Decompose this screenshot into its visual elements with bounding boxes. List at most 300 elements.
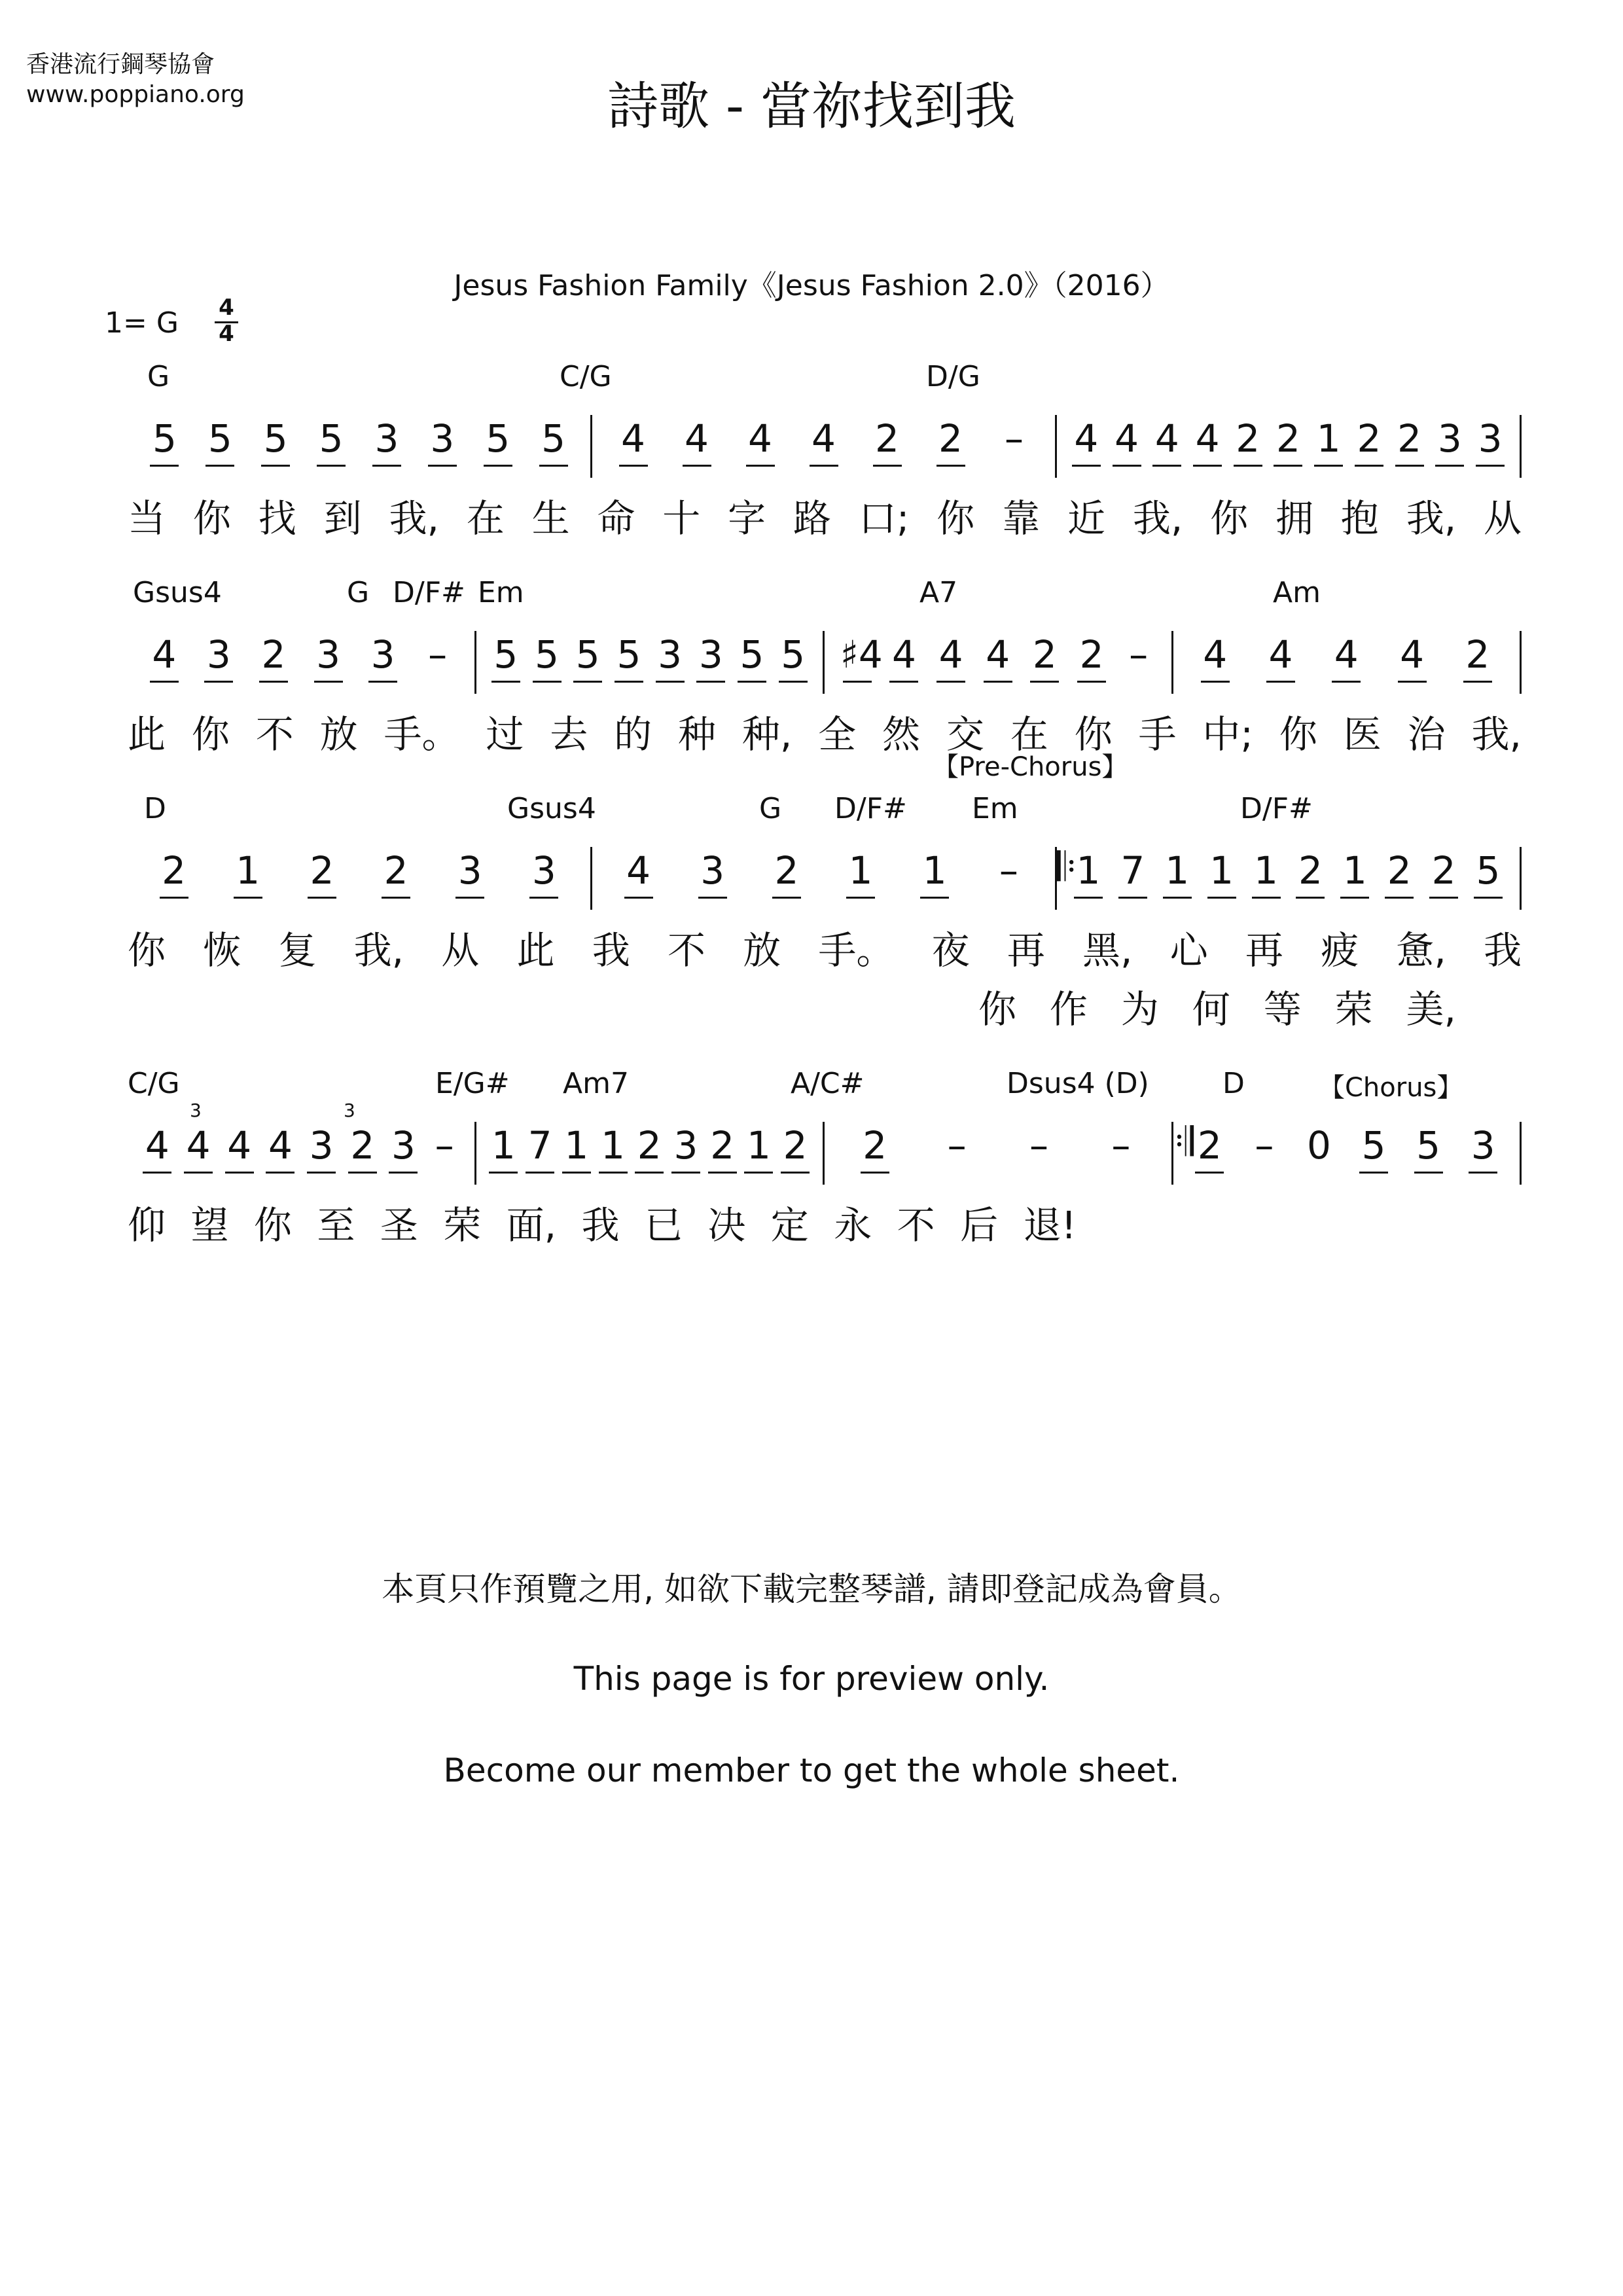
note-value: 2 — [350, 1123, 375, 1168]
note-row — [128, 1119, 1522, 1204]
note-value: 1 — [1316, 416, 1341, 461]
chord-symbol: D/F# — [393, 576, 465, 609]
note — [1271, 412, 1305, 465]
note-row — [128, 628, 1522, 713]
chord-row — [128, 1067, 1522, 1106]
note-value: 2 — [875, 416, 899, 461]
note — [370, 412, 404, 465]
lyric-char: 不 — [897, 1203, 935, 1247]
note — [203, 412, 237, 465]
lyric-char: 的 — [614, 712, 652, 757]
notice-en-1: This page is for preview only. — [573, 1660, 1050, 1698]
note-value: 4 — [1400, 632, 1424, 677]
lyric-char: 退! — [1023, 1203, 1077, 1247]
note — [981, 628, 1015, 681]
note — [1293, 844, 1327, 897]
note — [612, 628, 646, 681]
note-value: 5 — [575, 632, 600, 677]
lyric-char: 在 — [466, 496, 505, 541]
lyric-char: 当 — [128, 496, 166, 541]
lyric-char: 你 — [1279, 712, 1317, 757]
note-value: 3 — [206, 632, 231, 677]
note-value: 5 — [535, 632, 559, 677]
chord-row — [128, 576, 1522, 615]
note — [537, 412, 571, 465]
lyric-char: 我 — [581, 1203, 620, 1247]
note-value: 2 — [1465, 632, 1490, 677]
note-value: 5 — [493, 632, 518, 677]
lyric-char: 你 — [192, 496, 231, 541]
song-subtitle: Jesus Fashion Family《Jesus Fashion 2.0》（2016） — [454, 269, 1169, 302]
lyric-char: 治 — [1407, 712, 1446, 757]
chord-symbol: G — [147, 360, 170, 393]
note — [140, 1119, 174, 1172]
chord-symbol: G — [759, 792, 782, 825]
note-value: 4 — [1074, 416, 1099, 461]
note-value: 1 — [848, 848, 873, 893]
lyric-char: 疲 — [1321, 928, 1359, 973]
note — [263, 1119, 297, 1172]
note — [1150, 412, 1184, 465]
note-value: 2 — [1197, 1123, 1222, 1168]
lyric-char: 至 — [317, 1203, 355, 1247]
note-value: 4 — [152, 632, 177, 677]
note-value: 3 — [391, 1123, 416, 1168]
note-value: 5 — [616, 632, 641, 677]
note — [680, 412, 714, 465]
note-value: 4 — [621, 416, 645, 461]
lyric-char: 望 — [190, 1203, 229, 1247]
note — [696, 844, 730, 897]
note-value: 5 — [152, 416, 177, 461]
note-value: 3 — [1437, 416, 1462, 461]
note-value: 2 — [261, 632, 286, 677]
note — [858, 1119, 892, 1172]
note — [366, 628, 400, 681]
note — [259, 412, 293, 465]
note — [770, 844, 804, 897]
note-value: 2 — [1276, 416, 1300, 461]
note — [421, 628, 455, 681]
note — [596, 1119, 630, 1172]
note-value: 1 — [1209, 848, 1234, 893]
note — [1461, 628, 1495, 681]
lyric-char: 去 — [550, 712, 588, 757]
org-url[interactable]: www.poppiano.org — [26, 81, 245, 108]
lyrics-row-2 — [978, 978, 1456, 1033]
note-value: 2 — [783, 1123, 808, 1168]
note — [741, 1119, 776, 1172]
note — [147, 412, 181, 465]
lyric-char: 你 — [936, 496, 975, 541]
lyric-char: 种 — [678, 712, 717, 757]
note-value: 4 — [892, 632, 916, 677]
note — [453, 844, 487, 897]
note-value: 5 — [781, 632, 806, 677]
key-signature: 1= G — [105, 306, 179, 340]
lyric-char: 字 — [728, 496, 766, 541]
note-value: 5 — [486, 416, 510, 461]
lyric-char: 心 — [1169, 928, 1208, 973]
note — [486, 1119, 520, 1172]
note-value: 7 — [527, 1123, 552, 1168]
lyric-char: 拥 — [1275, 496, 1313, 541]
note-value: 4 — [938, 632, 963, 677]
note — [1357, 1119, 1391, 1172]
note — [1249, 844, 1283, 897]
note — [887, 628, 921, 681]
note-value: 3 — [698, 632, 723, 677]
note-value: 2 — [863, 1123, 887, 1168]
measure — [1057, 844, 1520, 910]
note-value: 5 — [207, 416, 232, 461]
lyric-char: 黑, — [1082, 928, 1133, 973]
note-value: 3 — [370, 632, 395, 677]
note — [778, 1119, 812, 1172]
note — [1075, 628, 1109, 681]
lyric-char: 生 — [531, 496, 570, 541]
note-value: 4 — [1268, 632, 1293, 677]
note-value: 5 — [740, 632, 764, 677]
note — [934, 628, 968, 681]
note — [735, 628, 769, 681]
lyric-char: 在 — [1010, 712, 1048, 757]
lyric-char: 医 — [1343, 712, 1382, 757]
note — [870, 412, 904, 465]
chord-symbol: C/G — [560, 360, 612, 393]
note-value: 4 — [268, 1123, 293, 1168]
lyric-char: 你 — [128, 928, 166, 973]
measure — [1173, 1119, 1520, 1185]
note — [530, 628, 564, 681]
note-value: – — [1029, 1123, 1048, 1168]
measure — [1057, 412, 1520, 478]
repeat-start-sign: 𝄆 — [1057, 844, 1077, 890]
lyric-char: 我, — [1406, 496, 1457, 541]
note — [427, 1119, 461, 1172]
note-value: 4 — [1203, 632, 1228, 677]
note — [386, 1119, 420, 1172]
note — [379, 844, 413, 897]
note — [997, 412, 1031, 465]
lyrics-row — [128, 920, 1522, 975]
note-value: – — [1255, 1123, 1274, 1168]
note-value: 3 — [1478, 416, 1503, 461]
lyric-char: 何 — [1192, 987, 1230, 1031]
note-value: 1 — [601, 1123, 625, 1168]
note-row — [128, 412, 1522, 497]
note-value: 4 — [1334, 632, 1359, 677]
note-value: 4 — [145, 1123, 169, 1168]
note-value: 4 — [1115, 416, 1139, 461]
lyric-char: 你 — [191, 712, 230, 757]
note-value: 3 — [1471, 1123, 1495, 1168]
note-value: 4 — [986, 632, 1010, 677]
note-value: 1 — [491, 1123, 516, 1168]
lyric-char: 手 — [1138, 712, 1177, 757]
org-name: 香港流行鋼琴協會 — [26, 51, 215, 78]
note-value: 2 — [1387, 848, 1412, 893]
note-value: 2 — [1298, 848, 1323, 893]
note — [346, 1119, 380, 1172]
measure — [128, 628, 474, 694]
note-value: 2 — [1236, 416, 1260, 461]
note-value: 5 — [541, 416, 566, 461]
note-value: 2 — [1397, 416, 1422, 461]
note-value: 1 — [1165, 848, 1190, 893]
note — [257, 628, 291, 681]
note-value: 4 — [812, 416, 836, 461]
lyrics-row — [128, 1194, 1077, 1249]
note — [1264, 628, 1298, 681]
chord-symbol: D/G — [926, 360, 980, 393]
note-value: 4 — [626, 848, 651, 893]
lyric-char: 美, — [1406, 987, 1456, 1031]
lyric-char: 复 — [278, 928, 317, 973]
chord-symbol: Dsus4 (D) — [1007, 1067, 1149, 1100]
note-value: 3 — [430, 416, 455, 461]
lyric-char: 你 — [1210, 496, 1249, 541]
note — [181, 1119, 215, 1172]
note-value: 4 — [1154, 416, 1179, 461]
barline — [1520, 1122, 1522, 1185]
note-value: ♯4 — [840, 632, 883, 677]
note — [653, 628, 687, 681]
note — [1473, 412, 1507, 465]
chord-symbol: Gsus4 — [507, 792, 596, 825]
lyric-char: 放 — [743, 928, 781, 973]
barline — [1520, 847, 1522, 910]
note — [1116, 844, 1150, 897]
time-signature — [213, 295, 240, 347]
measure — [476, 1119, 823, 1185]
lyric-char: 荣 — [443, 1203, 482, 1247]
note — [840, 628, 883, 681]
note — [425, 412, 459, 465]
note-value: 3 — [457, 848, 482, 893]
measure — [128, 1119, 474, 1185]
note-value: 1 — [922, 848, 947, 893]
note-value: 3 — [374, 416, 399, 461]
lyric-char: 作 — [1049, 987, 1088, 1031]
note — [934, 412, 968, 465]
note — [314, 412, 348, 465]
lyric-char: 不 — [667, 928, 705, 973]
note-value: 5 — [263, 416, 288, 461]
song-title: 詩歌 - 當祢找到我 — [607, 77, 1016, 136]
chord-symbol: E/G# — [435, 1067, 510, 1100]
lyric-char: 过 — [486, 712, 524, 757]
note — [1027, 628, 1061, 681]
note-value: 1 — [746, 1123, 771, 1168]
lyric-char: 恢 — [203, 928, 241, 973]
note — [616, 412, 651, 465]
lyric-char: 面, — [506, 1203, 557, 1247]
lyric-char: 手。 — [383, 712, 460, 757]
chord-symbol: G — [347, 576, 370, 609]
lyric-char: 到 — [323, 496, 362, 541]
lyric-char: 后 — [960, 1203, 999, 1247]
note — [694, 628, 728, 681]
note-value: 4 — [186, 1123, 211, 1168]
note-value: 2 — [774, 848, 799, 893]
lyric-char: 惫, — [1396, 928, 1446, 973]
triplet-mark: 3 — [344, 1100, 355, 1121]
chord-symbol: Gsus4 — [133, 576, 222, 609]
note-value: 2 — [310, 848, 334, 893]
note — [1205, 844, 1239, 897]
note — [1412, 1119, 1446, 1172]
lyric-char: 我 — [592, 928, 630, 973]
measure — [592, 412, 1055, 478]
note — [523, 1119, 557, 1172]
note-value: 2 — [1357, 416, 1382, 461]
note-value: 2 — [162, 848, 187, 893]
chord-symbol: A7 — [919, 576, 958, 609]
measure — [592, 844, 1055, 910]
measure — [825, 1119, 1171, 1185]
note-value: 4 — [685, 416, 709, 461]
lyric-char: 你 — [978, 987, 1017, 1031]
note — [312, 628, 346, 681]
note — [1192, 1119, 1226, 1172]
section-label: 【Pre-Chorus】 — [933, 752, 1128, 782]
note-value: – — [1005, 416, 1024, 461]
lyric-char: 种, — [741, 712, 793, 757]
note-value: 1 — [1076, 848, 1101, 893]
note — [527, 844, 561, 897]
lyric-char: 定 — [770, 1203, 809, 1247]
note — [1160, 844, 1194, 897]
measure — [1173, 628, 1520, 694]
lyric-char: 已 — [644, 1203, 683, 1247]
measure — [128, 412, 590, 478]
note — [305, 844, 339, 897]
notice-zh: 本頁只作預覽之用, 如欲下載完整琴譜, 請即登記成為會員。 — [382, 1570, 1241, 1608]
note-value: 1 — [564, 1123, 589, 1168]
repeat-end-sign: 𝄇 — [1175, 1119, 1194, 1165]
measure — [825, 628, 1171, 694]
note-value: 3 — [658, 632, 683, 677]
note-value: 0 — [1306, 1123, 1331, 1168]
section-label: 【Chorus】 — [1319, 1073, 1463, 1103]
note — [632, 1119, 666, 1172]
note-value: 2 — [710, 1123, 735, 1168]
lyric-char: 手。 — [818, 928, 895, 973]
note — [705, 1119, 740, 1172]
triplet-mark: 3 — [190, 1100, 202, 1121]
lyric-char: 此 — [128, 712, 166, 757]
lyric-char: 圣 — [380, 1203, 418, 1247]
lyric-char: 此 — [516, 928, 555, 973]
chord-symbol: D — [1222, 1067, 1245, 1100]
note — [1329, 628, 1363, 681]
chord-symbol: D — [144, 792, 166, 825]
lyric-char: 找 — [258, 496, 296, 541]
lyric-char: 然 — [882, 712, 921, 757]
lyric-char: 夜 — [931, 928, 970, 973]
lyric-char: 为 — [1120, 987, 1159, 1031]
note — [489, 628, 523, 681]
note — [940, 1119, 974, 1172]
note — [1198, 628, 1232, 681]
lyric-char: 放 — [319, 712, 358, 757]
note — [1231, 412, 1265, 465]
note — [1427, 844, 1461, 897]
lyric-char: 我 — [1483, 928, 1522, 973]
note-value: 2 — [1079, 632, 1104, 677]
lyric-char: 中; — [1202, 712, 1253, 757]
note-value: 3 — [673, 1123, 698, 1168]
note-value: – — [999, 848, 1018, 893]
note — [1382, 844, 1416, 897]
note — [223, 1119, 257, 1172]
note — [1247, 1119, 1281, 1172]
note — [157, 844, 191, 897]
note — [1352, 412, 1386, 465]
note-value: 1 — [1342, 848, 1367, 893]
note-value: 2 — [637, 1123, 662, 1168]
time-top: 4 — [219, 295, 234, 321]
lyric-char: 抱 — [1340, 496, 1379, 541]
note — [807, 412, 841, 465]
note-value: 2 — [1431, 848, 1456, 893]
note-value: 3 — [309, 1123, 334, 1168]
lyric-char: 永 — [834, 1203, 872, 1247]
chord-symbol: A/C# — [791, 1067, 865, 1100]
chord-symbol: Em — [972, 792, 1018, 825]
note-value: 5 — [1476, 848, 1501, 893]
lyric-char: 命 — [597, 496, 635, 541]
note — [202, 628, 236, 681]
note-value: 2 — [1032, 632, 1057, 677]
chord-row — [128, 360, 1522, 399]
note-value: 4 — [227, 1123, 252, 1168]
note — [1110, 412, 1144, 465]
note — [743, 412, 777, 465]
lyric-char: 从 — [441, 928, 480, 973]
note — [1311, 412, 1346, 465]
lyric-char: 十 — [662, 496, 701, 541]
lyric-char: 再 — [1007, 928, 1045, 973]
note-value: 1 — [1254, 848, 1278, 893]
note — [1071, 844, 1105, 897]
note — [844, 844, 878, 897]
chord-row — [128, 792, 1522, 831]
lyric-char: 决 — [707, 1203, 746, 1247]
lyric-char: 不 — [255, 712, 294, 757]
lyric-char: 荣 — [1334, 987, 1373, 1031]
time-bottom: 4 — [219, 321, 234, 347]
note-value: 4 — [748, 416, 772, 461]
note — [1104, 1119, 1138, 1172]
note-value: – — [428, 632, 448, 677]
barline — [1520, 415, 1522, 478]
lyric-char: 近 — [1067, 496, 1105, 541]
lyric-char: 等 — [1263, 987, 1302, 1031]
note-value: 3 — [316, 632, 340, 677]
chord-symbol: Am — [1273, 576, 1321, 609]
lyric-char: 交 — [946, 712, 984, 757]
note — [231, 844, 265, 897]
lyric-char: 全 — [818, 712, 857, 757]
note-value: 5 — [1361, 1123, 1386, 1168]
note — [1069, 412, 1103, 465]
chord-symbol: Am7 — [563, 1067, 629, 1100]
chord-symbol: C/G — [128, 1067, 180, 1100]
note-value: 3 — [531, 848, 556, 893]
lyric-char: 你 — [253, 1203, 292, 1247]
